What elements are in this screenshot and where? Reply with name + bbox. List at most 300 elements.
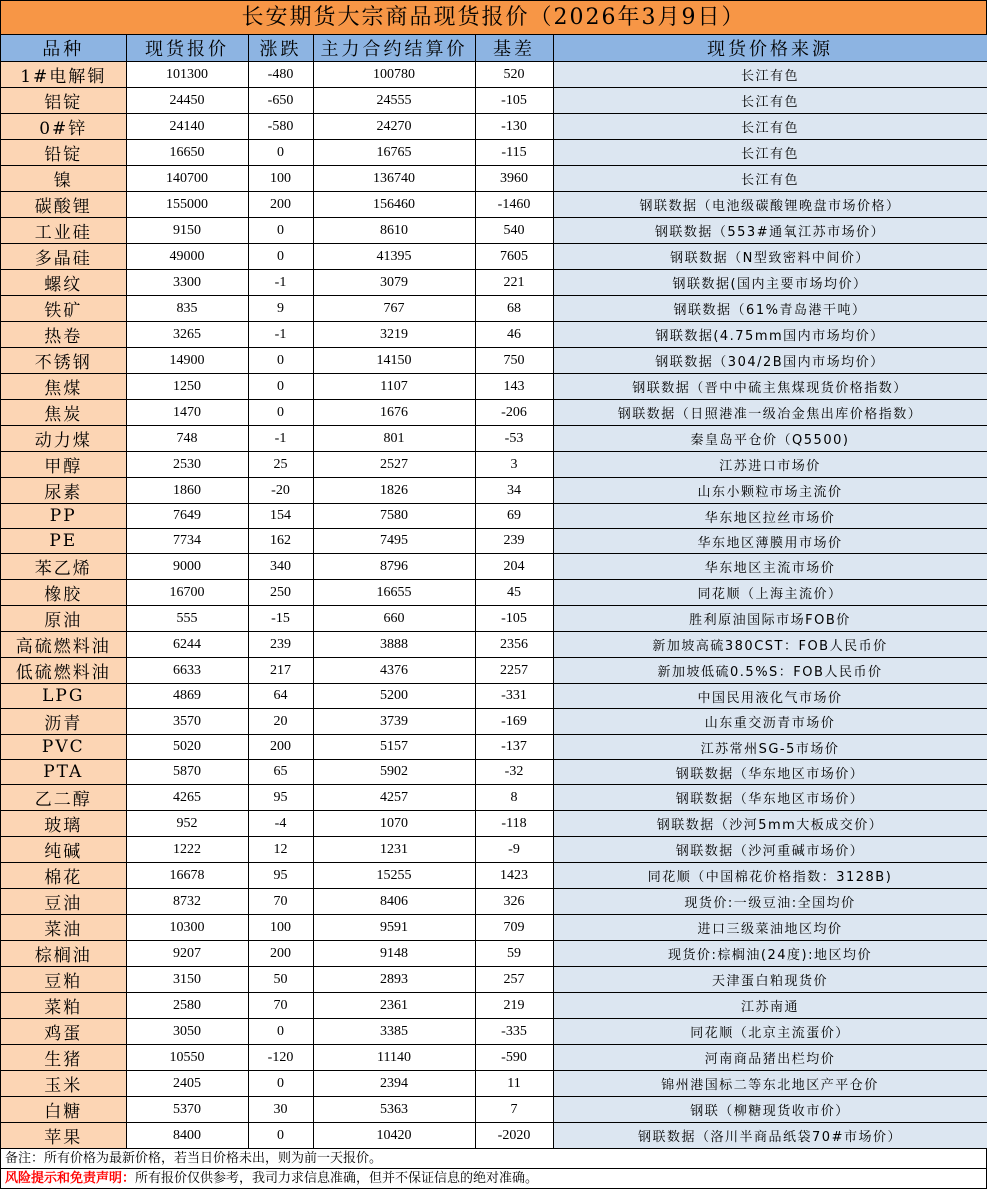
basis-cell: 3960 bbox=[475, 166, 553, 192]
settle-price-cell: 5363 bbox=[313, 1097, 475, 1123]
spot-price-cell: 1860 bbox=[126, 478, 248, 504]
source-cell: 同花顺（中国棉花价格指数：3128B) bbox=[553, 863, 987, 889]
settle-price-cell: 2361 bbox=[313, 993, 475, 1019]
change-cell: -1 bbox=[248, 426, 313, 452]
variety-cell: 玉米 bbox=[1, 1071, 126, 1097]
source-cell: 秦皇岛平仓价（Q5500) bbox=[553, 426, 987, 452]
table-row bbox=[1, 837, 987, 863]
change-cell: 0 bbox=[248, 374, 313, 400]
change-cell: 65 bbox=[248, 760, 313, 785]
settle-price-cell: 3385 bbox=[313, 1019, 475, 1045]
spot-price-cell: 16678 bbox=[126, 863, 248, 889]
basis-cell: 143 bbox=[475, 374, 553, 400]
change-cell: 217 bbox=[248, 658, 313, 684]
table-row bbox=[1, 684, 987, 709]
spot-price-cell: 2405 bbox=[126, 1071, 248, 1097]
table-row bbox=[1, 62, 987, 88]
change-cell: -20 bbox=[248, 478, 313, 504]
basis-cell: 11 bbox=[475, 1071, 553, 1097]
variety-cell: 低硫燃料油 bbox=[1, 658, 126, 684]
variety-cell: 苹果 bbox=[1, 1123, 126, 1149]
variety-cell: 豆粕 bbox=[1, 967, 126, 993]
settle-price-cell: 2893 bbox=[313, 967, 475, 993]
settle-price-cell: 3888 bbox=[313, 632, 475, 658]
table-row bbox=[1, 452, 987, 478]
settle-price-cell: 2394 bbox=[313, 1071, 475, 1097]
spot-price-cell: 1222 bbox=[126, 837, 248, 863]
settle-price-cell: 3079 bbox=[313, 270, 475, 296]
variety-cell: 高硫燃料油 bbox=[1, 632, 126, 658]
table-row bbox=[1, 88, 987, 114]
table-row bbox=[1, 478, 987, 504]
table-row bbox=[1, 270, 987, 296]
variety-cell: 动力煤 bbox=[1, 426, 126, 452]
change-cell: 95 bbox=[248, 785, 313, 811]
col-header-settle-price: 主力合约结算价 bbox=[313, 35, 475, 62]
variety-cell: 碳酸锂 bbox=[1, 192, 126, 218]
basis-cell: -137 bbox=[475, 735, 553, 760]
variety-cell: 螺纹 bbox=[1, 270, 126, 296]
basis-cell: -9 bbox=[475, 837, 553, 863]
change-cell: 200 bbox=[248, 192, 313, 218]
settle-price-cell: 3219 bbox=[313, 322, 475, 348]
source-cell: 山东小颗粒市场主流价 bbox=[553, 478, 987, 504]
source-cell: 钢联数据（553#通氧江苏市场价） bbox=[553, 218, 987, 244]
change-cell: 70 bbox=[248, 993, 313, 1019]
basis-cell: -206 bbox=[475, 400, 553, 426]
variety-cell: 乙二醇 bbox=[1, 785, 126, 811]
spot-price-cell: 1250 bbox=[126, 374, 248, 400]
source-cell: 华东地区拉丝市场价 bbox=[553, 504, 987, 529]
settle-price-cell: 14150 bbox=[313, 348, 475, 374]
change-cell: 25 bbox=[248, 452, 313, 478]
variety-cell: 铁矿 bbox=[1, 296, 126, 322]
table-body bbox=[1, 62, 987, 1149]
spot-price-cell: 1470 bbox=[126, 400, 248, 426]
variety-cell: 菜油 bbox=[1, 915, 126, 941]
settle-price-cell: 10420 bbox=[313, 1123, 475, 1149]
table-row bbox=[1, 1123, 987, 1149]
source-cell: 钢联数据（N型致密料中间价） bbox=[553, 244, 987, 270]
change-cell: -480 bbox=[248, 62, 313, 88]
table-row bbox=[1, 322, 987, 348]
change-cell: 250 bbox=[248, 580, 313, 606]
spot-price-cell: 3050 bbox=[126, 1019, 248, 1045]
source-cell: 长江有色 bbox=[553, 166, 987, 192]
variety-cell: 苯乙烯 bbox=[1, 554, 126, 580]
basis-cell: 326 bbox=[475, 889, 553, 915]
spot-price-cell: 3150 bbox=[126, 967, 248, 993]
change-cell: 0 bbox=[248, 1019, 313, 1045]
source-cell: 华东地区薄膜用市场价 bbox=[553, 529, 987, 554]
change-cell: 0 bbox=[248, 140, 313, 166]
basis-cell: -2020 bbox=[475, 1123, 553, 1149]
source-cell: 长江有色 bbox=[553, 88, 987, 114]
change-cell: -1 bbox=[248, 270, 313, 296]
spot-price-cell: 3570 bbox=[126, 709, 248, 735]
basis-cell: 7 bbox=[475, 1097, 553, 1123]
variety-cell: 1#电解铜 bbox=[1, 62, 126, 88]
source-cell: 天津蛋白粕现货价 bbox=[553, 967, 987, 993]
settle-price-cell: 7495 bbox=[313, 529, 475, 554]
spot-price-cell: 24450 bbox=[126, 88, 248, 114]
spot-price-cell: 835 bbox=[126, 296, 248, 322]
source-cell: 钢联数据（洛川半商品纸袋70#市场价） bbox=[553, 1123, 987, 1149]
variety-cell: 生猪 bbox=[1, 1045, 126, 1071]
source-cell: 钢联（柳糖现货收市价） bbox=[553, 1097, 987, 1123]
change-cell: 0 bbox=[248, 1123, 313, 1149]
basis-cell: -105 bbox=[475, 606, 553, 632]
variety-cell: 豆油 bbox=[1, 889, 126, 915]
table-row bbox=[1, 1071, 987, 1097]
settle-price-cell: 4257 bbox=[313, 785, 475, 811]
basis-cell: 34 bbox=[475, 478, 553, 504]
spot-price-cell: 10550 bbox=[126, 1045, 248, 1071]
change-cell: 0 bbox=[248, 244, 313, 270]
col-header-source: 现货价格来源 bbox=[553, 35, 987, 62]
change-cell: 100 bbox=[248, 915, 313, 941]
table-row bbox=[1, 580, 987, 606]
change-cell: 0 bbox=[248, 400, 313, 426]
basis-cell: -53 bbox=[475, 426, 553, 452]
settle-price-cell: 16655 bbox=[313, 580, 475, 606]
basis-cell: 219 bbox=[475, 993, 553, 1019]
table-row bbox=[1, 166, 987, 192]
basis-cell: 68 bbox=[475, 296, 553, 322]
spot-price-cell: 7649 bbox=[126, 504, 248, 529]
spot-price-cell: 3300 bbox=[126, 270, 248, 296]
settle-price-cell: 16765 bbox=[313, 140, 475, 166]
change-cell: -15 bbox=[248, 606, 313, 632]
source-cell: 江苏常州SG-5市场价 bbox=[553, 735, 987, 760]
source-cell: 钢联数据(4.75mm国内市场均价） bbox=[553, 322, 987, 348]
footer-note: 备注：所有价格为最新价格，若当日价格未出，则为前一天报价。 bbox=[1, 1149, 987, 1169]
spot-price-cell: 2580 bbox=[126, 993, 248, 1019]
variety-cell: 工业硅 bbox=[1, 218, 126, 244]
spot-price-cell: 8732 bbox=[126, 889, 248, 915]
source-cell: 华东地区主流市场价 bbox=[553, 554, 987, 580]
disclaimer-label: 风险提示和免责声明： bbox=[5, 1171, 136, 1186]
spot-price-cell: 9150 bbox=[126, 218, 248, 244]
basis-cell: 8 bbox=[475, 785, 553, 811]
spot-price-cell: 5870 bbox=[126, 760, 248, 785]
change-cell: -120 bbox=[248, 1045, 313, 1071]
spot-price-cell: 140700 bbox=[126, 166, 248, 192]
table-row bbox=[1, 785, 987, 811]
table-row bbox=[1, 374, 987, 400]
source-cell: 长江有色 bbox=[553, 114, 987, 140]
change-cell: 340 bbox=[248, 554, 313, 580]
variety-cell: 尿素 bbox=[1, 478, 126, 504]
basis-cell: -118 bbox=[475, 811, 553, 837]
disclaimer-text: 所有报价仅供参考，我司力求信息准确，但并不保证信息的绝对准确。 bbox=[135, 1171, 539, 1186]
settle-price-cell: 1070 bbox=[313, 811, 475, 837]
source-cell: 钢联数据（电池级碳酸锂晚盘市场价格） bbox=[553, 192, 987, 218]
basis-cell: -331 bbox=[475, 684, 553, 709]
settle-price-cell: 24270 bbox=[313, 114, 475, 140]
change-cell: 200 bbox=[248, 735, 313, 760]
source-cell: 进口三级菜油地区均价 bbox=[553, 915, 987, 941]
change-cell: 162 bbox=[248, 529, 313, 554]
change-cell: -580 bbox=[248, 114, 313, 140]
settle-price-cell: 100780 bbox=[313, 62, 475, 88]
source-cell: 中国民用液化气市场价 bbox=[553, 684, 987, 709]
change-cell: -4 bbox=[248, 811, 313, 837]
spot-price-cell: 7734 bbox=[126, 529, 248, 554]
table-row bbox=[1, 218, 987, 244]
basis-cell: 221 bbox=[475, 270, 553, 296]
source-cell: 山东重交沥青市场价 bbox=[553, 709, 987, 735]
spot-price-cell: 24140 bbox=[126, 114, 248, 140]
variety-cell: 玻璃 bbox=[1, 811, 126, 837]
source-cell: 钢联数据（华东地区市场价） bbox=[553, 785, 987, 811]
basis-cell: 204 bbox=[475, 554, 553, 580]
variety-cell: 热卷 bbox=[1, 322, 126, 348]
table-row bbox=[1, 400, 987, 426]
variety-cell: 不锈钢 bbox=[1, 348, 126, 374]
settle-price-cell: 9591 bbox=[313, 915, 475, 941]
table-row bbox=[1, 1045, 987, 1071]
spot-price-cell: 155000 bbox=[126, 192, 248, 218]
variety-cell: 沥青 bbox=[1, 709, 126, 735]
col-header-spot-price: 现货报价 bbox=[126, 35, 248, 62]
settle-price-cell: 5200 bbox=[313, 684, 475, 709]
spot-price-cell: 9000 bbox=[126, 554, 248, 580]
settle-price-cell: 8406 bbox=[313, 889, 475, 915]
settle-price-cell: 136740 bbox=[313, 166, 475, 192]
source-cell: 现货价:棕榈油(24度):地区均价 bbox=[553, 941, 987, 967]
basis-cell: 3 bbox=[475, 452, 553, 478]
table-row bbox=[1, 1019, 987, 1045]
table-row bbox=[1, 554, 987, 580]
col-header-basis: 基差 bbox=[475, 35, 553, 62]
source-cell: 新加坡低硫0.5%S：FOB人民币价 bbox=[553, 658, 987, 684]
spot-price-cell: 4265 bbox=[126, 785, 248, 811]
settle-price-cell: 41395 bbox=[313, 244, 475, 270]
basis-cell: 540 bbox=[475, 218, 553, 244]
basis-cell: -115 bbox=[475, 140, 553, 166]
spot-price-cell: 8400 bbox=[126, 1123, 248, 1149]
settle-price-cell: 5157 bbox=[313, 735, 475, 760]
change-cell: 0 bbox=[248, 348, 313, 374]
settle-price-cell: 4376 bbox=[313, 658, 475, 684]
source-cell: 钢联数据（沙河5mm大板成交价） bbox=[553, 811, 987, 837]
table-row bbox=[1, 811, 987, 837]
change-cell: 200 bbox=[248, 941, 313, 967]
spot-price-cell: 5370 bbox=[126, 1097, 248, 1123]
basis-cell: 709 bbox=[475, 915, 553, 941]
source-cell: 钢联数据(国内主要市场均价） bbox=[553, 270, 987, 296]
settle-price-cell: 2527 bbox=[313, 452, 475, 478]
settle-price-cell: 660 bbox=[313, 606, 475, 632]
change-cell: 20 bbox=[248, 709, 313, 735]
variety-cell: 棕榈油 bbox=[1, 941, 126, 967]
settle-price-cell: 1107 bbox=[313, 374, 475, 400]
variety-cell: 0#锌 bbox=[1, 114, 126, 140]
source-cell: 长江有色 bbox=[553, 62, 987, 88]
spot-price-cell: 49000 bbox=[126, 244, 248, 270]
settle-price-cell: 24555 bbox=[313, 88, 475, 114]
change-cell: 70 bbox=[248, 889, 313, 915]
basis-cell: 750 bbox=[475, 348, 553, 374]
table-row bbox=[1, 296, 987, 322]
variety-cell: 白糖 bbox=[1, 1097, 126, 1123]
variety-cell: 焦煤 bbox=[1, 374, 126, 400]
settle-price-cell: 1826 bbox=[313, 478, 475, 504]
source-cell: 同花顺（北京主流蛋价） bbox=[553, 1019, 987, 1045]
table-row bbox=[1, 504, 987, 529]
variety-cell: 鸡蛋 bbox=[1, 1019, 126, 1045]
spot-price-cell: 555 bbox=[126, 606, 248, 632]
spot-price-cell: 16650 bbox=[126, 140, 248, 166]
table-row bbox=[1, 993, 987, 1019]
basis-cell: 7605 bbox=[475, 244, 553, 270]
spot-price-cell: 16700 bbox=[126, 580, 248, 606]
basis-cell: -335 bbox=[475, 1019, 553, 1045]
settle-price-cell: 11140 bbox=[313, 1045, 475, 1071]
change-cell: 239 bbox=[248, 632, 313, 658]
spot-price-cell: 3265 bbox=[126, 322, 248, 348]
spot-price-cell: 5020 bbox=[126, 735, 248, 760]
col-header-variety: 品种 bbox=[1, 35, 126, 62]
variety-cell: PE bbox=[1, 529, 126, 554]
basis-cell: 2356 bbox=[475, 632, 553, 658]
table-row bbox=[1, 426, 987, 452]
variety-cell: 纯碱 bbox=[1, 837, 126, 863]
spot-price-cell: 9207 bbox=[126, 941, 248, 967]
spot-price-cell: 4869 bbox=[126, 684, 248, 709]
col-header-change: 涨跌 bbox=[248, 35, 313, 62]
basis-cell: 1423 bbox=[475, 863, 553, 889]
change-cell: 95 bbox=[248, 863, 313, 889]
settle-price-cell: 3739 bbox=[313, 709, 475, 735]
footer-disclaimer bbox=[1, 1169, 987, 1189]
basis-cell: 239 bbox=[475, 529, 553, 554]
change-cell: 154 bbox=[248, 504, 313, 529]
table-row bbox=[1, 244, 987, 270]
settle-price-cell: 1676 bbox=[313, 400, 475, 426]
change-cell: 0 bbox=[248, 218, 313, 244]
change-cell: 0 bbox=[248, 1071, 313, 1097]
change-cell: 100 bbox=[248, 166, 313, 192]
variety-cell: 甲醇 bbox=[1, 452, 126, 478]
source-cell: 钢联数据（晋中中硫主焦煤现货价格指数） bbox=[553, 374, 987, 400]
change-cell: 50 bbox=[248, 967, 313, 993]
table-row bbox=[1, 889, 987, 915]
source-cell: 钢联数据（61%青岛港干吨） bbox=[553, 296, 987, 322]
source-cell: 新加坡高硫380CST：FOB人民币价 bbox=[553, 632, 987, 658]
spot-price-cell: 6244 bbox=[126, 632, 248, 658]
basis-cell: 2257 bbox=[475, 658, 553, 684]
variety-cell: PVC bbox=[1, 735, 126, 760]
table-row bbox=[1, 915, 987, 941]
spot-price-cell: 10300 bbox=[126, 915, 248, 941]
settle-price-cell: 8610 bbox=[313, 218, 475, 244]
variety-cell: 多晶硅 bbox=[1, 244, 126, 270]
variety-cell: 橡胶 bbox=[1, 580, 126, 606]
table-row bbox=[1, 863, 987, 889]
table-row bbox=[1, 760, 987, 785]
variety-cell: LPG bbox=[1, 684, 126, 709]
settle-price-cell: 7580 bbox=[313, 504, 475, 529]
variety-cell: 菜粕 bbox=[1, 993, 126, 1019]
table-row bbox=[1, 192, 987, 218]
variety-cell: 原油 bbox=[1, 606, 126, 632]
table-row bbox=[1, 1097, 987, 1123]
source-cell: 江苏南通 bbox=[553, 993, 987, 1019]
source-cell: 胜利原油国际市场FOB价 bbox=[553, 606, 987, 632]
header-row bbox=[1, 35, 987, 62]
change-cell: 30 bbox=[248, 1097, 313, 1123]
source-cell: 钢联数据（华东地区市场价） bbox=[553, 760, 987, 785]
change-cell: -650 bbox=[248, 88, 313, 114]
table-row bbox=[1, 632, 987, 658]
variety-cell: 镍 bbox=[1, 166, 126, 192]
table-row bbox=[1, 140, 987, 166]
source-cell: 江苏进口市场价 bbox=[553, 452, 987, 478]
source-cell: 锦州港国标二等东北地区产平仓价 bbox=[553, 1071, 987, 1097]
table-row bbox=[1, 658, 987, 684]
variety-cell: 铅锭 bbox=[1, 140, 126, 166]
table-row bbox=[1, 735, 987, 760]
spot-price-cell: 14900 bbox=[126, 348, 248, 374]
basis-cell: 59 bbox=[475, 941, 553, 967]
table-row bbox=[1, 709, 987, 735]
basis-cell: -590 bbox=[475, 1045, 553, 1071]
settle-price-cell: 5902 bbox=[313, 760, 475, 785]
spot-price-cell: 6633 bbox=[126, 658, 248, 684]
basis-cell: 46 bbox=[475, 322, 553, 348]
spot-price-cell: 748 bbox=[126, 426, 248, 452]
source-cell: 长江有色 bbox=[553, 140, 987, 166]
table-row bbox=[1, 941, 987, 967]
source-cell: 钢联数据（沙河重碱市场价） bbox=[553, 837, 987, 863]
settle-price-cell: 9148 bbox=[313, 941, 475, 967]
settle-price-cell: 156460 bbox=[313, 192, 475, 218]
table-row bbox=[1, 114, 987, 140]
basis-cell: 45 bbox=[475, 580, 553, 606]
change-cell: 9 bbox=[248, 296, 313, 322]
change-cell: 64 bbox=[248, 684, 313, 709]
table-row bbox=[1, 348, 987, 374]
variety-cell: 铝锭 bbox=[1, 88, 126, 114]
basis-cell: -169 bbox=[475, 709, 553, 735]
basis-cell: -130 bbox=[475, 114, 553, 140]
variety-cell: PTA bbox=[1, 760, 126, 785]
table-row bbox=[1, 967, 987, 993]
source-cell: 现货价:一级豆油:全国均价 bbox=[553, 889, 987, 915]
spot-price-cell: 2530 bbox=[126, 452, 248, 478]
price-table bbox=[1, 35, 987, 1149]
spot-price-cell: 952 bbox=[126, 811, 248, 837]
basis-cell: 257 bbox=[475, 967, 553, 993]
variety-cell: 焦炭 bbox=[1, 400, 126, 426]
table-row bbox=[1, 606, 987, 632]
basis-cell: 69 bbox=[475, 504, 553, 529]
spot-price-cell: 101300 bbox=[126, 62, 248, 88]
basis-cell: -1460 bbox=[475, 192, 553, 218]
sheet-title: 长安期货大宗商品现货报价（2026年3月9日） bbox=[1, 1, 987, 35]
variety-cell: 棉花 bbox=[1, 863, 126, 889]
source-cell: 河南商品猪出栏均价 bbox=[553, 1045, 987, 1071]
source-cell: 钢联数据（日照港准一级冶金焦出库价格指数） bbox=[553, 400, 987, 426]
source-cell: 同花顺（上海主流价） bbox=[553, 580, 987, 606]
source-cell: 钢联数据（304/2B国内市场均价） bbox=[553, 348, 987, 374]
settle-price-cell: 767 bbox=[313, 296, 475, 322]
variety-cell: PP bbox=[1, 504, 126, 529]
table-row bbox=[1, 529, 987, 554]
settle-price-cell: 15255 bbox=[313, 863, 475, 889]
